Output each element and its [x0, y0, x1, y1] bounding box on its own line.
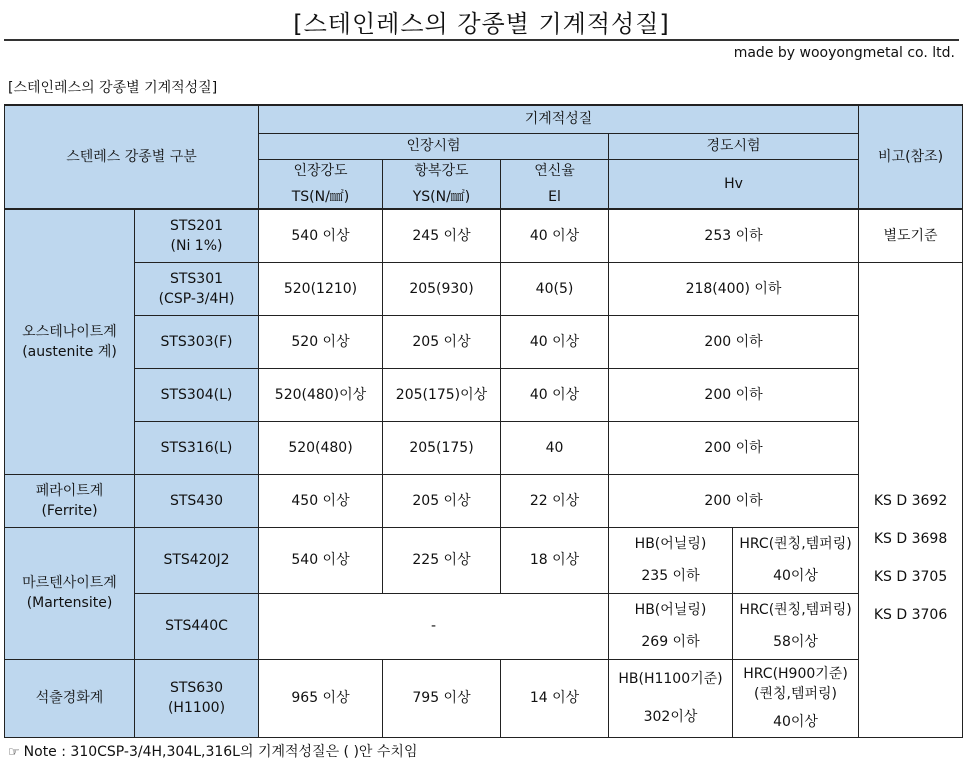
header-ts	[259, 159, 383, 209]
ks-standard: KS D 3706	[873, 606, 948, 623]
hrc-label: HRC(H900기준) (퀀칭,템퍼링)	[743, 666, 848, 702]
ys-cell: 245 이상	[383, 209, 501, 262]
ts-cell: 540 이상	[259, 527, 383, 593]
hb-label: HB(H1100기준)	[618, 671, 723, 687]
ys-cell: 205(175)	[383, 421, 501, 474]
hrc-value: 58이상	[773, 634, 818, 650]
ks-standard: KS D 3705	[873, 568, 948, 585]
grade-cell: STS316(L)	[135, 421, 259, 474]
hv-cell: 218(400) 이하	[609, 262, 859, 315]
hb-cell	[609, 659, 733, 737]
grade-cell: STS440C	[135, 593, 259, 659]
hrc-value: 40이상	[773, 714, 818, 730]
group-austenite-label: 오스테나이트계 (austenite 계)	[22, 323, 117, 360]
grade-label: STS201 (Ni 1%)	[169, 217, 224, 254]
el-cell: 40 이상	[501, 368, 609, 421]
header-ys-label: 항복강도	[414, 162, 469, 179]
header-ts-label: 인장강도	[293, 162, 348, 179]
hb-cell	[609, 527, 733, 593]
hb-label: HB(어닐링)	[634, 536, 707, 552]
header-ts-unit: TS(N/㎟)	[291, 188, 350, 205]
ys-cell: 225 이상	[383, 527, 501, 593]
grade-cell	[135, 262, 259, 315]
grade-cell: STS303(F)	[135, 315, 259, 368]
header-ys	[383, 159, 501, 209]
grade-cell: STS420J2	[135, 527, 259, 593]
mechanical-properties-table	[4, 104, 963, 738]
ts-cell: 965 이상	[259, 659, 383, 737]
ts-cell: 520(1210)	[259, 262, 383, 315]
pointing-hand-icon: ☞	[8, 745, 20, 760]
ks-standard: KS D 3698	[873, 530, 948, 547]
el-cell: 40 이상	[501, 209, 609, 262]
header-remark: 비고(참조)	[859, 105, 963, 209]
el-cell: 40 이상	[501, 315, 609, 368]
group-ferrite-label: 페라이트계 (Ferrite)	[35, 482, 104, 519]
hrc-cell	[733, 527, 859, 593]
ys-cell: 205 이상	[383, 315, 501, 368]
header-tensile-test: 인장시험	[259, 133, 609, 159]
ks-standard: KS D 3692	[873, 492, 948, 509]
ts-cell: 520 이상	[259, 315, 383, 368]
grade-cell: STS304(L)	[135, 368, 259, 421]
hb-label: HB(어닐링)	[634, 602, 707, 618]
hrc-value: 40이상	[773, 568, 818, 584]
group-austenite	[5, 209, 135, 474]
ts-cell: 520(480)이상	[259, 368, 383, 421]
el-cell: 40(5)	[501, 262, 609, 315]
table-caption: [스테인레스의 강종별 기계적성질]	[8, 80, 218, 96]
grade-cell	[135, 659, 259, 737]
hrc-cell	[733, 593, 859, 659]
hrc-label: HRC(퀀칭,템퍼링)	[739, 536, 852, 552]
header-el	[501, 159, 609, 209]
header-hardness-test: 경도시험	[609, 133, 859, 159]
header-category: 스텐레스 강종별 구분	[5, 105, 259, 209]
el-cell: 18 이상	[501, 527, 609, 593]
header-el-label: 연신율	[534, 162, 575, 179]
hv-cell: 253 이하	[609, 209, 859, 262]
footnote	[8, 741, 417, 761]
credit-text: made by wooyongmetal co. ltd.	[733, 45, 955, 61]
hb-value: 302이상	[643, 709, 698, 725]
ys-cell: 795 이상	[383, 659, 501, 737]
tensile-blank-cell: -	[259, 593, 609, 659]
hrc-label: HRC(퀀칭,템퍼링)	[739, 602, 852, 618]
ts-cell: 540 이상	[259, 209, 383, 262]
page-title: [스테인레스의 강종별 기계적성질]	[293, 10, 670, 38]
el-cell: 22 이상	[501, 474, 609, 527]
group-precipitation: 석출경화계	[5, 659, 135, 737]
grade-label: STS301 (CSP-3/4H)	[158, 270, 235, 307]
group-martensite-label: 마르텐사이트계 (Martensite)	[22, 575, 117, 611]
ks-standards-cell	[859, 262, 963, 737]
hrc-cell	[733, 659, 859, 737]
hv-cell: 200 이하	[609, 368, 859, 421]
header-mechanical: 기계적성질	[259, 105, 859, 133]
ys-cell: 205 이상	[383, 474, 501, 527]
el-cell: 14 이상	[501, 659, 609, 737]
group-ferrite	[5, 474, 135, 527]
ts-cell: 450 이상	[259, 474, 383, 527]
title-underline	[4, 39, 959, 41]
footnote-text: Note : 310CSP-3/4H,304L,316L의 기계적성질은 ( )안 수치임	[23, 744, 418, 760]
grade-label: STS630 (H1100)	[167, 680, 226, 716]
remark-cell: 별도기준	[859, 209, 963, 262]
hv-cell: 200 이하	[609, 474, 859, 527]
grade-cell	[135, 209, 259, 262]
header-el-unit: El	[548, 188, 561, 205]
ys-cell: 205(175)이상	[383, 368, 501, 421]
el-cell: 40	[501, 421, 609, 474]
hb-value: 269 이하	[641, 634, 700, 650]
header-ys-unit: YS(N/㎟)	[412, 188, 471, 205]
hv-cell: 200 이하	[609, 315, 859, 368]
hb-value: 235 이하	[641, 568, 700, 584]
group-martensite	[5, 527, 135, 659]
ys-cell: 205(930)	[383, 262, 501, 315]
grade-cell: STS430	[135, 474, 259, 527]
header-hv: Hv	[609, 159, 859, 209]
hb-cell	[609, 593, 733, 659]
ts-cell: 520(480)	[259, 421, 383, 474]
hv-cell: 200 이하	[609, 421, 859, 474]
